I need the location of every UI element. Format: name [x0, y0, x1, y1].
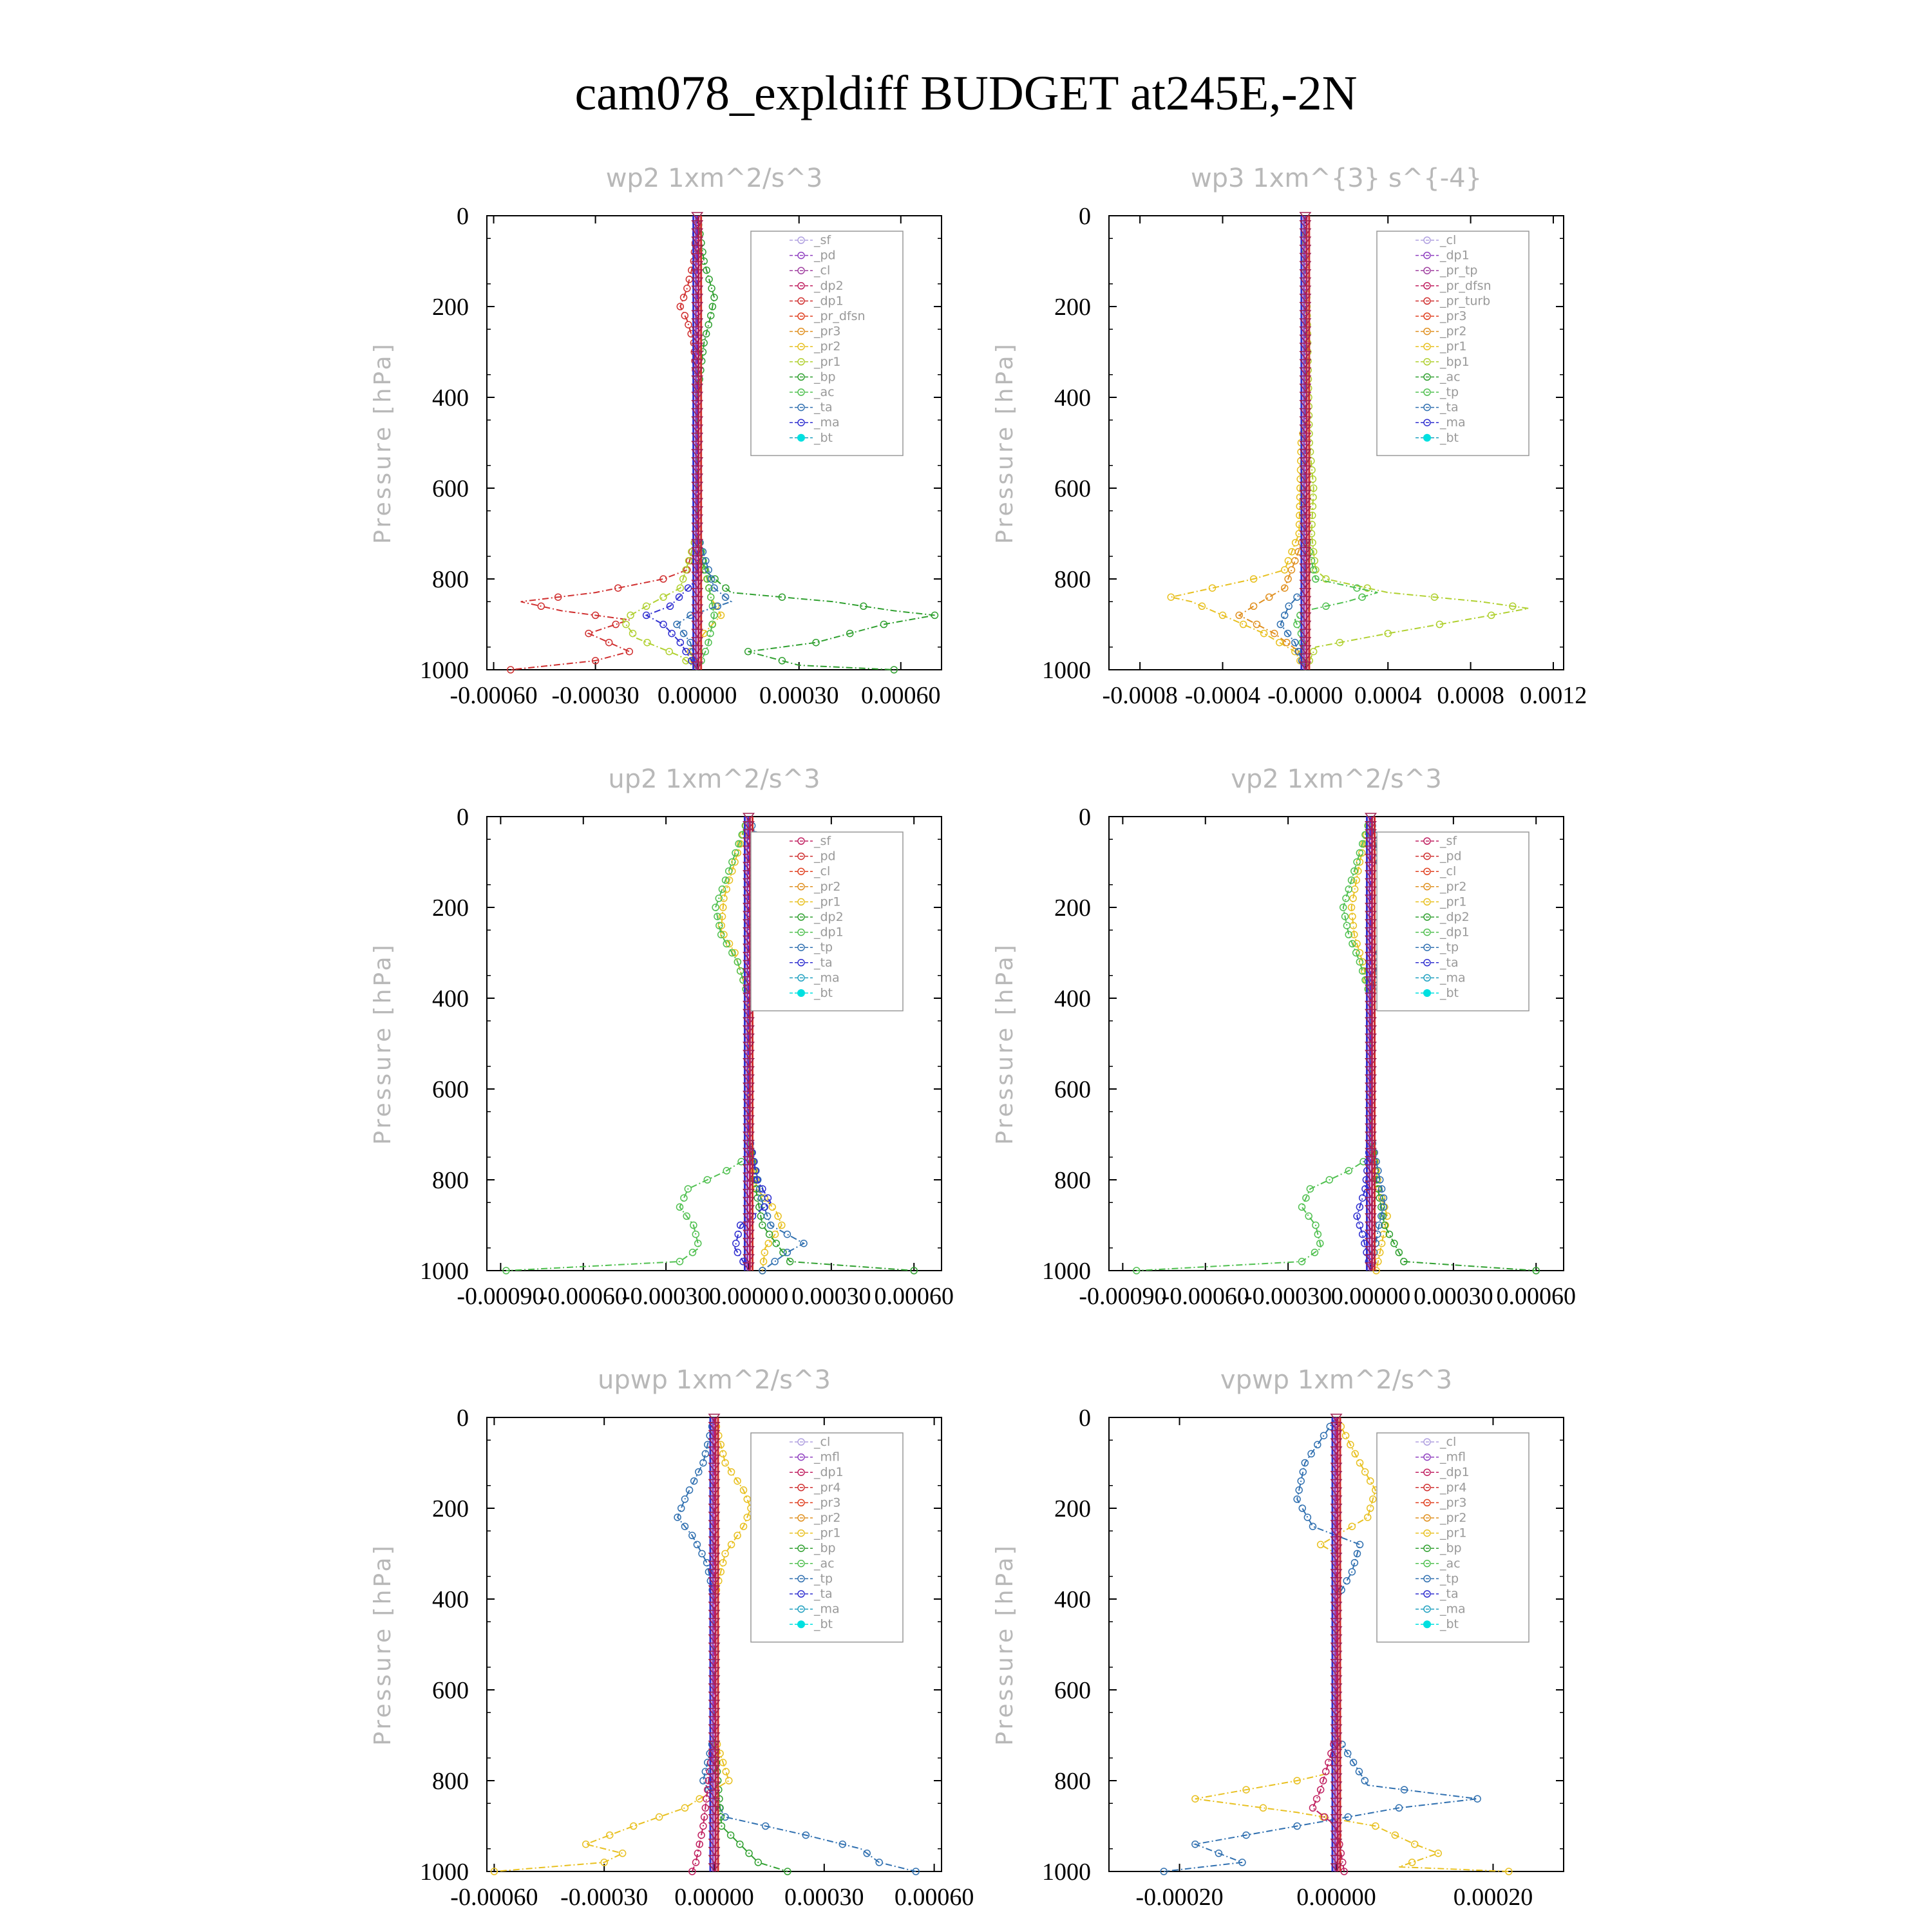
legend-label: _bt: [1440, 1617, 1459, 1632]
x-tick-label: 0.00060: [894, 1884, 974, 1911]
series-point: [612, 621, 619, 628]
legend-label: _dp2: [814, 910, 844, 924]
y-tick-label: 600: [1054, 1076, 1091, 1103]
series-point: [728, 1541, 735, 1548]
x-tick-label: 0.00000: [1331, 1283, 1411, 1310]
legend-label: _pr1: [814, 895, 841, 909]
series-point: [1292, 558, 1298, 564]
y-tick-label: 0: [457, 203, 469, 230]
legend-label: _dp1: [1440, 248, 1470, 263]
series-point: [726, 1777, 732, 1784]
x-tick-label: -0.00060: [450, 1884, 538, 1911]
series-point: [1357, 1460, 1363, 1466]
legend-label: _pr2: [814, 879, 841, 894]
series-point: [1251, 603, 1257, 609]
legend-label: _bt: [814, 1617, 833, 1632]
x-tick-label: 0.00060: [874, 1283, 954, 1310]
legend-label: _pr_dfsn: [814, 309, 866, 323]
legend-marker: [1423, 434, 1431, 442]
series-line: [697, 216, 714, 670]
panel-2: [370, 764, 954, 1310]
series-point: [1299, 1204, 1305, 1210]
series-point: [1314, 1795, 1320, 1802]
x-tick-label: 0.00030: [784, 1884, 864, 1911]
series-point: [1294, 594, 1300, 600]
legend-label: _pd: [814, 849, 836, 864]
legend-label: _ma: [1440, 1602, 1466, 1616]
series-point: [1351, 1560, 1358, 1566]
series-point: [630, 630, 636, 637]
legend-label: _ta: [814, 1587, 833, 1601]
series-point: [678, 1505, 685, 1511]
series-point: [1285, 603, 1292, 609]
series-point: [620, 1850, 626, 1857]
series-point: [765, 1240, 772, 1247]
legend-label: _ta: [1440, 955, 1459, 970]
legend-label: _ta: [1440, 1587, 1459, 1601]
series-point: [1314, 1441, 1321, 1448]
x-tick-label: -0.00030: [622, 1283, 710, 1310]
y-tick-label: 800: [1054, 566, 1091, 593]
legend-label: _pr_tp: [1440, 263, 1478, 278]
y-tick-label: 800: [1054, 1167, 1091, 1194]
x-tick-label: -0.00090: [1079, 1283, 1167, 1310]
x-tick-label: -0.00060: [1161, 1283, 1249, 1310]
y-tick-label: 600: [432, 1677, 469, 1704]
y-axis-label: Pressure [hPa]: [992, 942, 1018, 1145]
series-point: [1285, 558, 1291, 564]
series-point: [1343, 922, 1350, 929]
legend-label: _dp1: [814, 925, 844, 940]
legend-label: _dp1: [814, 1465, 844, 1480]
y-tick-label: 400: [432, 1586, 469, 1613]
legend-label: _dp1: [814, 294, 844, 308]
y-tick-label: 1000: [420, 657, 469, 684]
series-point: [1361, 1777, 1368, 1784]
x-tick-label: 0.00020: [1453, 1884, 1533, 1911]
legend-label: _pr3: [814, 324, 841, 339]
series-point: [1367, 1478, 1374, 1484]
series-point: [1261, 630, 1267, 637]
legend-label: _pr3: [814, 1495, 841, 1510]
y-tick-label: 200: [1054, 1495, 1091, 1522]
legend-label: _pr3: [1440, 1495, 1467, 1510]
x-tick-label: 0.00000: [1296, 1884, 1376, 1911]
series-point: [644, 639, 650, 646]
series-point: [660, 594, 667, 600]
panel-0: [370, 164, 942, 709]
series-point: [1288, 567, 1294, 573]
x-tick-label: -0.00030: [1244, 1283, 1332, 1310]
y-axis-label: Pressure [hPa]: [992, 341, 1018, 544]
y-tick-label: 0: [1079, 203, 1091, 230]
legend-label: _pd: [1440, 849, 1462, 864]
x-tick-label: -0.0000: [1267, 682, 1343, 709]
y-axis-label: Pressure [hPa]: [370, 1543, 396, 1746]
series-point: [668, 630, 675, 637]
y-tick-label: 1000: [1042, 657, 1091, 684]
y-axis-label: Pressure [hPa]: [370, 341, 396, 544]
legend-label: _tp: [1440, 1571, 1459, 1586]
x-tick-label: 0.0008: [1437, 682, 1504, 709]
legend-label: _dp2: [1440, 910, 1470, 924]
legend-label: _ac: [814, 385, 835, 399]
series-point: [1168, 594, 1174, 600]
y-tick-label: 1000: [1042, 1859, 1091, 1886]
y-tick-label: 1000: [420, 1859, 469, 1886]
series-point: [1309, 1523, 1316, 1530]
series-line: [1239, 216, 1305, 670]
legend-marker: [1423, 989, 1431, 997]
series-line: [677, 216, 731, 670]
y-tick-label: 400: [1054, 985, 1091, 1012]
series-point: [1318, 1541, 1324, 1548]
series-point: [1276, 639, 1283, 646]
series-point: [1343, 1432, 1349, 1439]
series-point: [626, 649, 632, 655]
series-point: [1345, 886, 1352, 893]
x-tick-label: -0.00030: [551, 682, 639, 709]
x-tick-label: -0.00060: [539, 1283, 627, 1310]
legend-label: _bp: [1440, 1541, 1462, 1556]
legend-label: _dp2: [814, 278, 844, 293]
y-tick-label: 0: [1079, 804, 1091, 831]
y-tick-label: 200: [432, 294, 469, 321]
panel-title: vp2 1xm^2/s^3: [1231, 764, 1442, 794]
y-tick-label: 600: [1054, 1677, 1091, 1704]
y-tick-label: 400: [432, 985, 469, 1012]
legend-label: _pr1: [1440, 1526, 1467, 1540]
y-tick-label: 800: [1054, 1768, 1091, 1795]
legend-label: _ac: [1440, 1556, 1461, 1571]
series-point: [1357, 1541, 1363, 1548]
legend-label: _cl: [1440, 864, 1457, 879]
legend-label: _ma: [814, 1602, 840, 1616]
legend-label: _tp: [1440, 940, 1459, 955]
series-point: [784, 1249, 790, 1256]
series-point: [1240, 621, 1247, 628]
y-tick-label: 0: [1079, 1405, 1091, 1432]
series-point: [1283, 639, 1290, 646]
legend-marker: [797, 1620, 805, 1628]
y-tick-label: 200: [432, 895, 469, 922]
panel-5: [992, 1365, 1564, 1911]
series-line: [623, 216, 697, 670]
x-tick-label: 0.00030: [1414, 1283, 1493, 1310]
legend-marker: [797, 989, 805, 997]
legend-label: _bp: [814, 370, 836, 384]
x-tick-label: -0.00090: [457, 1283, 545, 1310]
panel-title: up2 1xm^2/s^3: [608, 764, 820, 794]
chart-panels: [370, 164, 1587, 1911]
legend-label: _sf: [1440, 834, 1457, 848]
legend-label: _pr3: [1440, 309, 1467, 323]
series-point: [681, 1804, 688, 1811]
x-tick-label: 0.0012: [1519, 682, 1587, 709]
y-tick-label: 400: [1054, 384, 1091, 412]
legend-label: _pd: [814, 248, 836, 263]
series-point: [1253, 621, 1260, 628]
legend-marker: [797, 434, 805, 442]
series-point: [1311, 649, 1317, 655]
series-point: [723, 1768, 729, 1775]
x-tick-label: -0.0004: [1184, 682, 1261, 709]
x-tick-label: 0.00000: [708, 1283, 789, 1310]
legend-label: _bt: [1440, 430, 1459, 445]
y-tick-label: 800: [432, 1768, 469, 1795]
series-point: [1309, 1804, 1316, 1811]
legend-label: _tp: [814, 940, 833, 955]
series-point: [623, 621, 629, 628]
y-tick-label: 1000: [420, 1258, 469, 1285]
y-tick-label: 400: [1054, 1586, 1091, 1613]
panel-title: upwp 1xm^2/s^3: [598, 1365, 831, 1395]
y-tick-label: 200: [1054, 895, 1091, 922]
y-tick-label: 200: [1054, 294, 1091, 321]
y-tick-label: 800: [432, 1167, 469, 1194]
legend-label: _pr2: [1440, 324, 1467, 339]
series-line: [511, 216, 697, 670]
series-point: [761, 1249, 768, 1256]
legend-label: _ma: [1440, 415, 1466, 430]
series-point: [712, 904, 719, 911]
legend-label: _tp: [814, 1571, 833, 1586]
series-point: [1343, 1578, 1350, 1584]
legend-label: _ac: [814, 1556, 835, 1571]
legend-label: _bt: [1440, 986, 1459, 1000]
legend-label: _ma: [1440, 971, 1466, 985]
legend-label: _ta: [814, 955, 833, 970]
legend-label: _bp1: [1440, 354, 1470, 369]
x-tick-label: -0.0008: [1102, 682, 1178, 709]
panel-3: [992, 764, 1576, 1310]
y-tick-label: 0: [457, 804, 469, 831]
legend-label: _pr1: [814, 1526, 841, 1540]
series-point: [759, 1222, 766, 1229]
y-tick-label: 600: [432, 1076, 469, 1103]
legend-label: _pr_dfsn: [1440, 278, 1492, 293]
series-line: [1171, 216, 1305, 670]
series-point: [773, 1240, 779, 1247]
panel-title: vpwp 1xm^2/s^3: [1220, 1365, 1453, 1395]
series-point: [744, 1496, 750, 1502]
legend-label: _pr2: [814, 339, 841, 354]
legend-label: _cl: [1440, 233, 1457, 247]
legend-label: _pr_turb: [1440, 294, 1491, 308]
legend-label: _pr1: [814, 354, 841, 369]
series-point: [677, 639, 683, 646]
legend-label: _bt: [814, 430, 833, 445]
x-tick-label: 0.00060: [1496, 1283, 1576, 1310]
legend-label: _mfl: [814, 1450, 840, 1464]
legend-label: _sf: [814, 834, 831, 848]
series-point: [607, 1832, 613, 1839]
y-tick-label: 200: [432, 1495, 469, 1522]
series-point: [1305, 1213, 1312, 1219]
series-point: [1299, 1505, 1305, 1511]
legend-label: _dp1: [1440, 1465, 1470, 1480]
legend-label: _ta: [814, 400, 833, 415]
legend-label: _bt: [814, 986, 833, 1000]
series-point: [769, 1204, 775, 1210]
series-point: [660, 621, 667, 628]
legend-marker: [1423, 1620, 1431, 1628]
series-point: [1412, 1841, 1418, 1848]
legend-label: _mfl: [1440, 1450, 1466, 1464]
legend-label: _cl: [814, 263, 831, 278]
series-point: [1343, 895, 1349, 902]
y-tick-label: 600: [1054, 475, 1091, 502]
panel-title: wp2 1xm^2/s^3: [605, 164, 823, 193]
legend-label: _pr2: [1440, 879, 1467, 894]
legend-label: _pr2: [1440, 1511, 1467, 1525]
legend-label: _cl: [814, 864, 831, 879]
series-point: [656, 1814, 663, 1820]
x-tick-label: 0.00000: [657, 682, 737, 709]
series-point: [681, 1195, 687, 1201]
legend-label: _pr4: [1440, 1480, 1467, 1495]
y-tick-label: 800: [432, 566, 469, 593]
panel-4: [370, 1365, 974, 1911]
figure-title: cam078_expldiff BUDGET at245E,-2N: [574, 66, 1358, 120]
panel-1: [992, 164, 1587, 709]
y-tick-label: 600: [432, 475, 469, 502]
legend-label: _ma: [814, 971, 840, 985]
x-tick-label: 0.00030: [791, 1283, 871, 1310]
y-tick-label: 400: [432, 384, 469, 412]
x-tick-label: 0.00000: [674, 1884, 754, 1911]
series-point: [1266, 594, 1273, 600]
legend-label: _pr1: [1440, 339, 1467, 354]
x-tick-label: -0.00060: [450, 682, 538, 709]
legend-label: _ac: [1440, 370, 1461, 384]
y-axis-label: Pressure [hPa]: [370, 942, 396, 1145]
series-point: [1282, 612, 1288, 618]
x-tick-label: -0.00030: [560, 1884, 649, 1911]
series-line: [506, 817, 749, 1271]
legend-label: _pr4: [814, 1480, 841, 1495]
panel-title: wp3 1xm^{3} s^{-4}: [1190, 164, 1482, 193]
x-tick-label: 0.00030: [759, 682, 839, 709]
series-point: [630, 1823, 637, 1830]
legend-label: _bp: [814, 1541, 836, 1556]
legend-label: _ma: [814, 415, 840, 430]
legend-label: _pr1: [1440, 895, 1467, 909]
series-point: [704, 1560, 710, 1566]
x-tick-label: -0.00020: [1135, 1884, 1224, 1911]
series-point: [1409, 1859, 1416, 1866]
legend-label: _sf: [814, 233, 831, 247]
legend-label: _cl: [1440, 1435, 1457, 1449]
series-point: [687, 1487, 693, 1493]
legend-label: _pr2: [814, 1511, 841, 1525]
series-point: [694, 1541, 700, 1548]
legend-label: _cl: [814, 1435, 831, 1449]
legend-label: _tp: [1440, 385, 1459, 399]
series-point: [784, 1231, 790, 1238]
y-tick-label: 0: [457, 1405, 469, 1432]
series-line: [1137, 817, 1371, 1271]
x-tick-label: 0.00060: [861, 682, 941, 709]
y-tick-label: 1000: [1042, 1258, 1091, 1285]
legend-label: _dp1: [1440, 925, 1470, 940]
y-axis-label: Pressure [hPa]: [992, 1543, 1018, 1746]
x-tick-label: 0.0004: [1354, 682, 1422, 709]
legend-label: _ta: [1440, 400, 1459, 415]
series-point: [627, 612, 634, 618]
